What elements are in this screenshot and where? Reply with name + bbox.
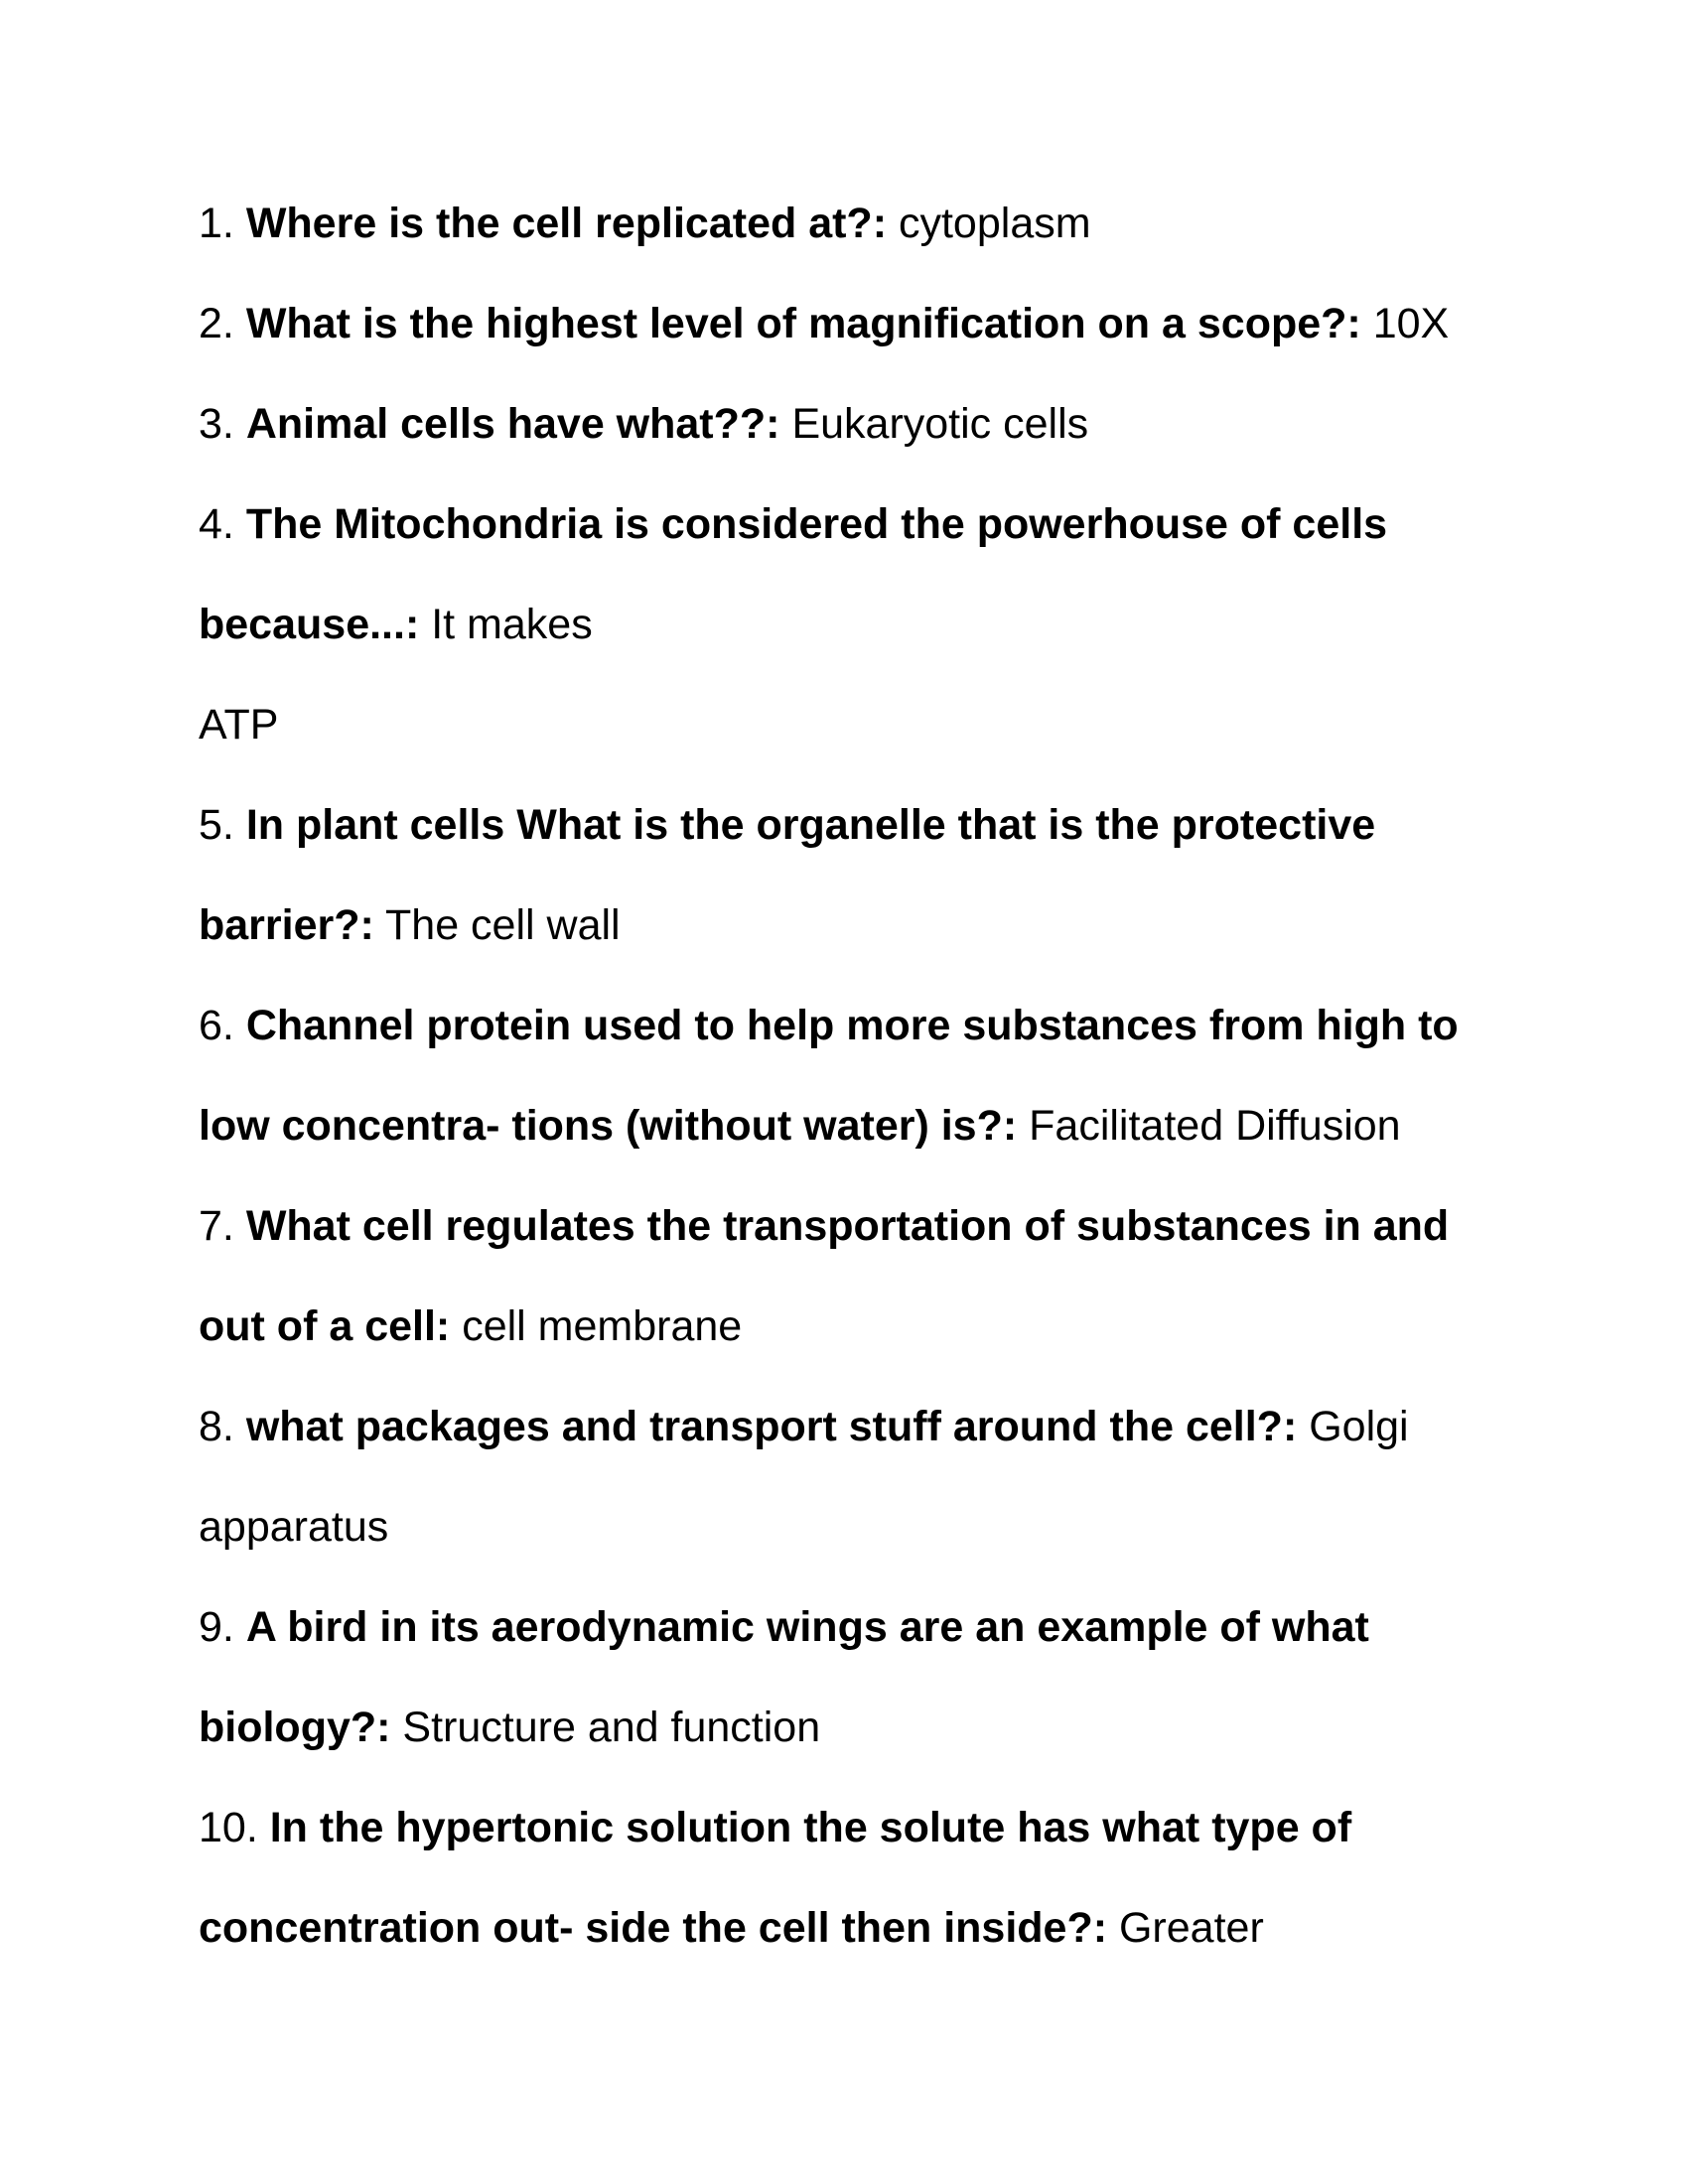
question-item-2 xyxy=(199,299,1509,348)
answer-text: cell membrane xyxy=(462,1302,743,1350)
item-number: 7. xyxy=(199,1202,234,1250)
question-text: A bird in its aerodynamic wings are an example of what xyxy=(245,1603,1369,1651)
item-number: 10. xyxy=(199,1804,258,1851)
answer-text: Golgi xyxy=(1309,1403,1409,1450)
item-number: 6. xyxy=(199,1002,234,1049)
item-number: 5. xyxy=(199,801,234,849)
question-text: biology?: xyxy=(199,1704,391,1751)
answer-text: ATP xyxy=(199,701,279,749)
answer-text: Structure and function xyxy=(402,1704,821,1751)
answer-text: cytoplasm xyxy=(898,200,1091,247)
question-item-1 xyxy=(199,199,1509,248)
question-item-10-continued xyxy=(199,1903,1509,1953)
answer-text: 10X xyxy=(1372,300,1450,347)
question-item-6 xyxy=(199,1001,1509,1050)
question-item-4-continued xyxy=(199,600,1509,649)
item-number: 4. xyxy=(199,500,234,548)
answer-text: Eukaryotic cells xyxy=(791,400,1089,448)
item-number: 2. xyxy=(199,300,234,347)
question-item-5-continued xyxy=(199,900,1509,950)
answer-text: Greater xyxy=(1118,1904,1264,1952)
question-text: What is the highest level of magnification on a scope?: xyxy=(245,300,1361,347)
item-number: 1. xyxy=(199,200,234,247)
question-text: barrier?: xyxy=(199,901,374,949)
question-item-6-continued xyxy=(199,1101,1509,1151)
answer-continued xyxy=(199,700,1509,750)
answer-continued xyxy=(199,1502,1509,1552)
answer-text: The cell wall xyxy=(385,901,621,949)
question-item-9 xyxy=(199,1602,1509,1652)
question-text: low concentra- tions (without water) is?: xyxy=(199,1102,1018,1150)
question-item-3 xyxy=(199,399,1509,449)
question-text: The Mitochondria is considered the powerhouse of cells xyxy=(245,500,1388,548)
item-number: 8. xyxy=(199,1403,234,1450)
question-text: What cell regulates the transportation of substances in and xyxy=(245,1202,1450,1250)
question-text: concentration out- side the cell then inside?: xyxy=(199,1904,1108,1952)
question-text: what packages and transport stuff around the cell?: xyxy=(245,1403,1298,1450)
question-text: In plant cells What is the organelle that is the protective xyxy=(245,801,1376,849)
answer-text: It makes xyxy=(431,601,593,648)
question-item-4 xyxy=(199,499,1509,549)
item-number: 9. xyxy=(199,1603,234,1651)
question-text: because...: xyxy=(199,601,420,648)
answer-text: Facilitated Diffusion xyxy=(1029,1102,1401,1150)
question-item-9-continued xyxy=(199,1703,1509,1752)
question-item-5 xyxy=(199,800,1509,850)
question-text: In the hypertonic solution the solute has what type of xyxy=(269,1804,1352,1851)
question-item-7 xyxy=(199,1201,1509,1251)
question-item-10 xyxy=(199,1803,1509,1852)
question-item-8 xyxy=(199,1402,1509,1451)
question-text: Animal cells have what??: xyxy=(245,400,780,448)
question-item-7-continued xyxy=(199,1301,1509,1351)
question-text: Channel protein used to help more substances from high to xyxy=(245,1002,1459,1049)
question-text: Where is the cell replicated at?: xyxy=(245,200,888,247)
item-number: 3. xyxy=(199,400,234,448)
question-text: out of a cell: xyxy=(199,1302,451,1350)
answer-text: apparatus xyxy=(199,1503,389,1551)
